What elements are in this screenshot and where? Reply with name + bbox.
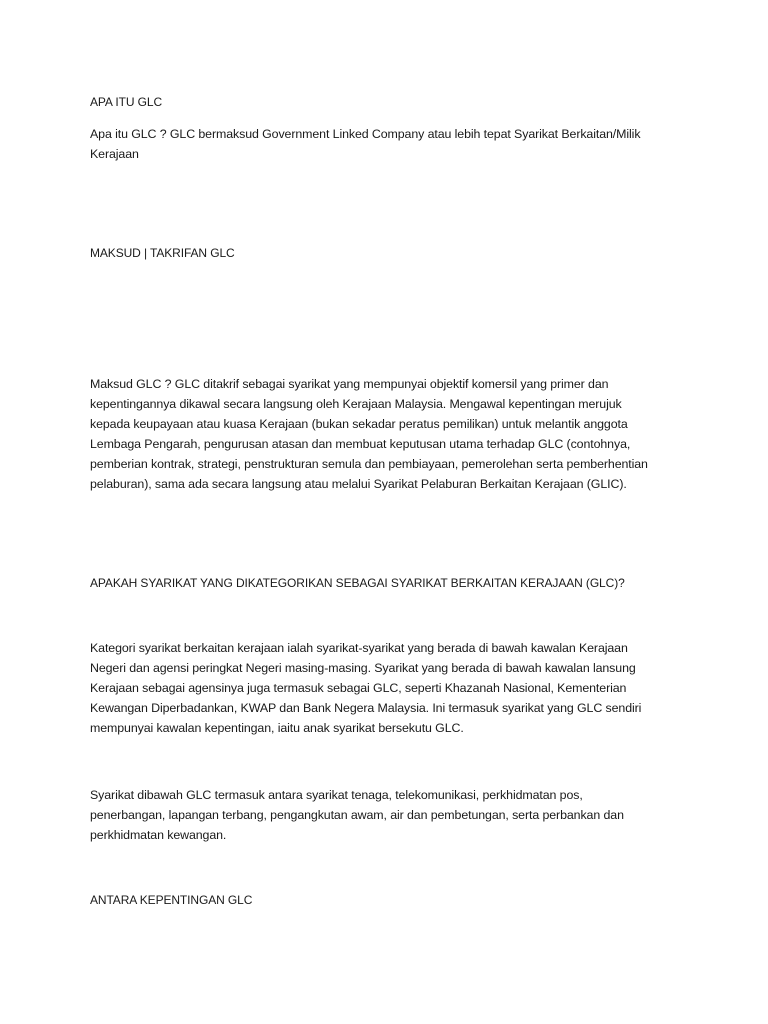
paragraph-syarikat-dibawah-line: penerbangan, lapangan terbang, pengangkutan awam, air dan pembetungan, serta perbankan dan	[90, 808, 624, 822]
heading-apakah-syarikat: APAKAH SYARIKAT YANG DIKATEGORIKAN SEBAGAI SYARIKAT BERKAITAN KERAJAAN (GLC)?	[90, 576, 625, 590]
paragraph-kategori-line: Kategori syarikat berkaitan kerajaan ialah syarikat-syarikat yang berada di bawah kawalan Kerajaan	[90, 641, 628, 655]
heading-antara-kepentingan: ANTARA KEPENTINGAN GLC	[90, 893, 253, 907]
paragraph-maksud-line: pelaburan), sama ada secara langsung atau melalui Syarikat Pelaburan Berkaitan Kerajaan (GLIC).	[90, 477, 627, 491]
paragraph-syarikat-dibawah-line: perkhidmatan kewangan.	[90, 828, 227, 842]
paragraph-apa-itu-glc-line-1: Apa itu GLC ? GLC bermaksud Government Linked Company atau lebih tepat Syarikat Berkaitan/Milik	[90, 127, 641, 141]
paragraph-maksud-line: Lembaga Pengarah, pengurusan atasan dan membuat keputusan utama terhadap GLC (contohnya,	[90, 437, 631, 451]
paragraph-maksud-line: kepada keupayaan atau kuasa Kerajaan (bukan sekadar peratus pemilikan) untuk melantik anggota	[90, 417, 628, 431]
heading-apa-itu-glc: APA ITU GLC	[90, 95, 163, 109]
paragraph-maksud-line: pemberian kontrak, strategi, penstrukturan semula dan pembiayaan, pemerolehan serta pemberhentian	[90, 457, 648, 471]
paragraph-kategori-line: Kerajaan sebagai agensinya juga termasuk sebagai GLC, seperti Khazanah Nasional, Kementerian	[90, 681, 627, 695]
paragraph-kategori-line: Negeri dan agensi peringkat Negeri masing-masing. Syarikat yang berada di bawah kawalan lansung	[90, 661, 636, 675]
paragraph-maksud-line: kepentingannya dikawal secara langsung oleh Kerajaan Malaysia. Mengawal kepentingan merujuk	[90, 397, 622, 411]
paragraph-syarikat-dibawah-line: Syarikat dibawah GLC termasuk antara syarikat tenaga, telekomunikasi, perkhidmatan pos,	[90, 788, 583, 802]
heading-maksud-takrifan: MAKSUD | TAKRIFAN GLC	[90, 246, 235, 260]
paragraph-kategori-line: Kewangan Diperbadankan, KWAP dan Bank Negera Malaysia. Ini termasuk syarikat yang GLC sendiri	[90, 701, 642, 715]
paragraph-maksud-line: Maksud GLC ? GLC ditakrif sebagai syarikat yang mempunyai objektif komersil yang primer dan	[90, 377, 609, 391]
paragraph-apa-itu-glc-line-2: Kerajaan	[90, 147, 139, 161]
paragraph-kategori-line: mempunyai kawalan kepentingan, iaitu anak syarikat bersekutu GLC.	[90, 721, 464, 735]
